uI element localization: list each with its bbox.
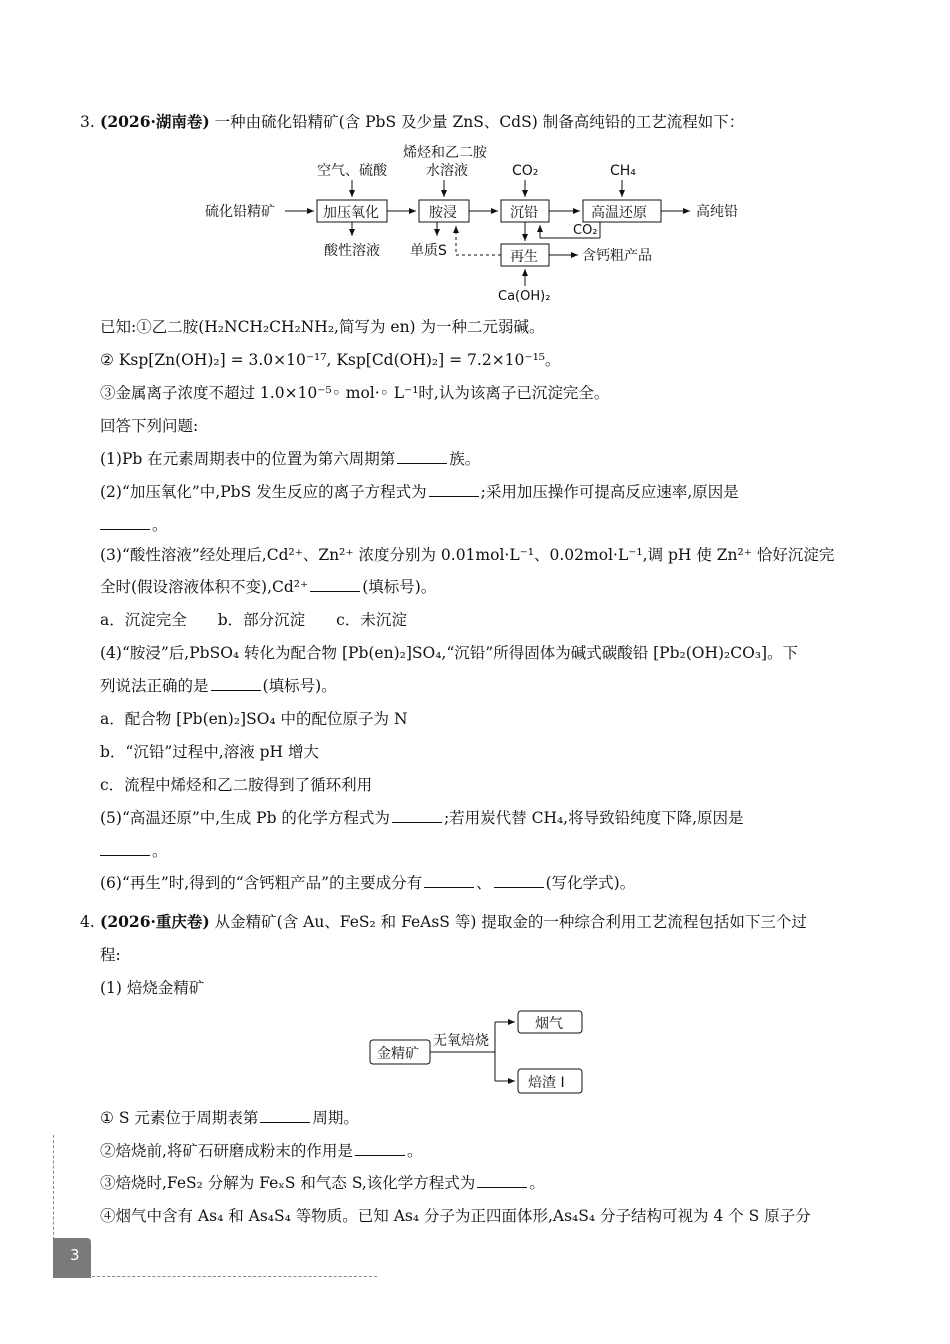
part-3-options: a．沉淀完全 b．部分沉淀 c．未沉淀 xyxy=(100,611,407,629)
flow-box1-label: 加压氧化 xyxy=(323,205,379,221)
flow-box4-label: 高温还原 xyxy=(591,205,647,221)
answer-blank[interactable] xyxy=(100,841,150,856)
answer-blank[interactable] xyxy=(355,1141,405,1156)
flow-reagent1: 空气、硫酸 xyxy=(317,163,387,179)
flow-out4: 高纯铅 xyxy=(696,204,738,220)
answer-blank[interactable] xyxy=(424,873,474,888)
answer-blank[interactable] xyxy=(211,676,261,691)
q3-flow-diagram xyxy=(200,140,800,310)
known-1: 已知:①乙二胺(H₂NCH₂CH₂NH₂,简写为 en) 为一种二元弱碱。 xyxy=(100,318,545,336)
part-2: (2)“加压氧化”中,PbS 发生反应的离子方程式为 ;采用加压操作可提高反应速率,原因是 xyxy=(100,483,739,501)
q4-flow-out1: 烟气 xyxy=(535,1016,563,1032)
part-2-cont: 。 xyxy=(100,514,168,536)
answer-prompt: 回答下列问题: xyxy=(100,417,199,435)
flow-reagent5: Ca(OH)₂ xyxy=(498,289,551,304)
flow-input: 硫化铅精矿 xyxy=(205,204,275,220)
q4-flow-diagram xyxy=(365,1005,595,1100)
flow-reagent2a: 烯烃和乙二胺 xyxy=(403,145,487,161)
flow-box2-label: 胺浸 xyxy=(429,205,457,221)
question-3-stem xyxy=(100,111,744,133)
part-4-option-c: c．流程中烯烃和乙二胺得到了循环利用 xyxy=(100,776,373,794)
footer-dashed-line xyxy=(92,1276,377,1277)
part-1: (1)Pb 在元素周期表中的位置为第六周期第 族。 xyxy=(100,450,481,468)
part-4-cont: 列说法正确的是 (填标号)。 xyxy=(100,677,337,695)
answer-blank[interactable] xyxy=(392,808,442,823)
part-5: (5)“高温还原”中,生成 Pb 的化学方程式为 ;若用炭代替 CH₄,将导致铅纯度下降,原因是 xyxy=(100,809,744,827)
question-4-number: 4. xyxy=(80,913,95,931)
flow-reagent2b: 水溶液 xyxy=(426,163,468,179)
answer-blank[interactable] xyxy=(397,449,447,464)
flow-box5-label: 再生 xyxy=(510,249,538,265)
answer-blank[interactable] xyxy=(260,1108,310,1123)
question-3-text: 一种由硫化铅精矿(含 PbS 及少量 ZnS、CdS) 制备高纯铅的工艺流程如下： xyxy=(214,113,745,131)
flow-reagent4: CH₄ xyxy=(610,163,636,179)
q4-step-4: ④烟气中含有 As₄ 和 As₄S₄ 等物质。已知 As₄ 分子为正四面体形,As₄S₄ 分子结构可视为 4 个 S 原子分 xyxy=(100,1207,811,1225)
part-4-option-b: b．“沉铅”过程中,溶液 pH 增大 xyxy=(100,743,319,761)
flow-out2: 单质S xyxy=(410,243,447,259)
q4-flow-input: 金精矿 xyxy=(377,1046,419,1062)
answer-blank[interactable] xyxy=(494,873,544,888)
question-3-number: 3. xyxy=(80,113,95,131)
answer-blank[interactable] xyxy=(100,515,150,530)
q4-step-1: ① S 元素位于周期表第 周期。 xyxy=(100,1109,359,1127)
question-4-stem: (2026·重庆卷) 从金精矿(含 Au、FeS₂ 和 FeAsS 等) 提取金的一种综合利用工艺流程包括如下三个过 xyxy=(100,912,807,931)
part-5-cont: 。 xyxy=(100,840,168,862)
answer-blank[interactable] xyxy=(429,482,479,497)
known-3: ③金属离子浓度不超过 1.0×10⁻⁵◦ mol·◦ L⁻¹时,认为该离子已沉淀完全。 xyxy=(100,384,610,402)
q4-step-3: ③焙烧时,FeS₂ 分解为 FeₓS 和气态 S,该化学方程式为 。 xyxy=(100,1174,545,1192)
question-3-source: (2026·湖南卷) xyxy=(100,112,210,131)
q4-flow-label: 无氧焙烧 xyxy=(433,1033,489,1049)
answer-blank[interactable] xyxy=(477,1173,527,1188)
known-2: ② Ksp[Zn(OH)₂] = 3.0×10⁻¹⁷, Ksp[Cd(OH)₂] = 7.2×10⁻¹⁵。 xyxy=(100,351,561,369)
part-6: (6)“再生”时,得到的“含钙粗产品”的主要成分有 、 (写化学式)。 xyxy=(100,874,636,892)
part-4-option-a: a．配合物 [Pb(en)₂]SO₄ 中的配位原子为 N xyxy=(100,710,408,728)
flow-reagent3: CO₂ xyxy=(512,163,539,179)
answer-blank[interactable] xyxy=(310,577,360,592)
question-4-source: (2026·重庆卷) xyxy=(100,912,210,931)
flow-box3-label: 沉铅 xyxy=(510,205,538,221)
part-3: (3)“酸性溶液”经处理后,Cd²⁺、Zn²⁺ 浓度分别为 0.01mol·L⁻¹、0.02mol·L⁻¹,调 pH 使 Zn²⁺ 恰好沉淀完 xyxy=(100,546,835,564)
question-4-sub1: (1) 焙烧金精矿 xyxy=(100,979,205,997)
part-3-cont: 全时(假设溶液体积不变),Cd²⁺ (填标号)。 xyxy=(100,578,437,596)
flow-out1: 酸性溶液 xyxy=(324,243,380,259)
q4-step-2: ②焙烧前,将矿石研磨成粉末的作用是 。 xyxy=(100,1142,423,1160)
margin-dashed-line xyxy=(53,1135,54,1245)
flow-co2-back: CO₂ xyxy=(573,223,598,238)
flow-out5: 含钙粗产品 xyxy=(582,248,652,264)
question-4-stem-cont: 程: xyxy=(100,946,121,964)
part-4: (4)“胺浸”后,PbSO₄ 转化为配合物 [Pb(en)₂]SO₄,“沉铅”所得固体为碱式碳酸铅 [Pb₂(OH)₂CO₃]。下 xyxy=(100,644,799,662)
page-number: 3 xyxy=(70,1246,80,1264)
q4-flow-out2: 焙渣 Ⅰ xyxy=(528,1075,565,1091)
